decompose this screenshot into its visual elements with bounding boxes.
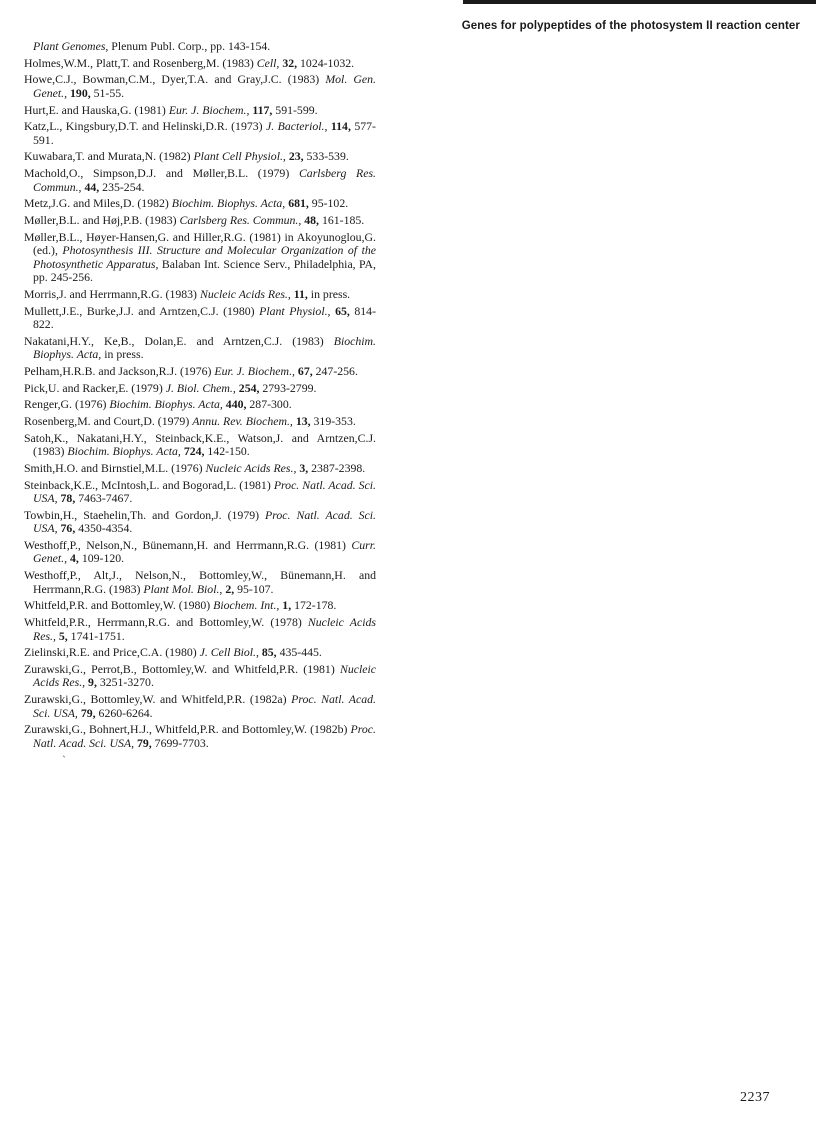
reference-journal: Annu. Rev. Biochem., — [192, 414, 293, 428]
reference-authors: Morris,J. and Herrmann,R.G. (1983) — [24, 286, 200, 301]
reference-pages: 7463-7467. — [75, 491, 133, 506]
reference-volume: 2, — [222, 581, 235, 596]
reference-pages: 2793-2799. — [259, 380, 317, 395]
reference-authors: Rosenberg,M. and Court,D. (1979) — [24, 414, 193, 428]
reference-authors: Kuwabara,T. and Murata,N. (1982) — [24, 149, 194, 164]
reference-entry — [24, 104, 376, 118]
reference-journal: Nucleic Acids Res., — [205, 460, 297, 475]
reference-journal: Biochim. Biophys. Acta, — [109, 397, 223, 412]
reference-journal: Mol. Gen. Genet., — [33, 72, 376, 100]
reference-entry — [24, 335, 376, 362]
reference-entry — [24, 288, 376, 302]
reference-journal: Carlsberg Res. Commun., — [33, 166, 376, 194]
reference-journal: J. Bacteriol., — [266, 119, 328, 134]
reference-volume: 190, — [67, 85, 91, 100]
reference-journal: Biochim. Biophys. Acta, — [67, 444, 181, 459]
reference-authors: Howe,C.J., Bowman,C.M., Dyer,T.A. and Gray,J.C. (1983) — [24, 72, 326, 87]
reference-journal: J. Cell Biol., — [199, 645, 259, 660]
reference-volume: 5, — [55, 628, 68, 643]
reference-entry — [24, 214, 376, 228]
reference-journal: Cell, — [256, 55, 280, 70]
reference-journal: Biochim. Biophys. Acta, — [171, 196, 286, 211]
reference-volume: 13, — [292, 414, 311, 428]
reference-journal: Carlsberg Res. Commun., — [179, 213, 302, 227]
reference-journal: Plant Mol. Biol., — [143, 581, 223, 596]
reference-volume: 117, — [249, 102, 273, 117]
reference-entry — [24, 693, 376, 720]
reference-journal: Eur. J. Biochem., — [168, 102, 250, 117]
reference-pages: 319-353. — [310, 414, 356, 428]
reference-entry — [24, 150, 376, 164]
reference-pages: 142-150. — [204, 444, 250, 459]
reference-authors: Whitfeld,P.R., Herrmann,R.G. and Bottomley,W. (1978) — [24, 615, 308, 629]
reference-pages: 591-599. — [272, 102, 318, 117]
reference-journal: Plant Physiol., — [259, 303, 331, 318]
reference-entry — [24, 432, 376, 459]
reference-journal: Curr. Genet., — [33, 537, 376, 566]
reference-pages: 577-591. — [33, 119, 376, 147]
reference-authors: Zurawski,G., Bottomley,W. and Whitfeld,P.R. (1982a) — [24, 692, 292, 707]
reference-journal: Proc. Natl. Acad. Sci. USA, — [33, 692, 376, 720]
reference-volume: 65, — [330, 303, 350, 318]
reference-pages: Plenum Publ. Corp., pp. 143-154. — [108, 39, 271, 53]
reference-pages: 6260-6264. — [95, 705, 153, 720]
reference-volume: 1, — [279, 598, 292, 613]
reference-authors: Katz,L., Kingsbury,D.T. and Helinski,D.R. (1973) — [24, 119, 267, 134]
reference-volume: 440, — [222, 397, 247, 412]
reference-journal: Proc. Natl. Acad. Sci. USA, — [33, 722, 376, 750]
reference-pages: 95-102. — [308, 196, 349, 211]
reference-pages: 172-178. — [291, 598, 337, 613]
reference-authors: Zielinski,R.E. and Price,C.A. (1980) — [24, 645, 200, 660]
reference-pages: 109-120. — [78, 551, 125, 566]
reference-volume: 44, — [81, 179, 100, 194]
reference-authors: Renger,G. (1976) — [24, 397, 110, 412]
reference-volume: 23, — [285, 149, 304, 164]
reference-pages: 2387-2398. — [308, 460, 366, 475]
reference-pages: 161-185. — [319, 213, 365, 227]
reference-pages: 814-822. — [33, 303, 377, 332]
reference-entry — [24, 723, 376, 750]
reference-pages: 1024-1032. — [297, 55, 355, 70]
reference-journal: Plant Cell Physiol., — [193, 149, 286, 164]
reference-pages: 4350-4354. — [75, 521, 133, 536]
reference-volume: 48, — [301, 213, 320, 227]
reference-pages: in press. — [101, 347, 144, 362]
reference-pages: 1741-1751. — [67, 628, 125, 643]
reference-authors: Smith,H.O. and Birnstiel,M.L. (1976) — [24, 460, 206, 475]
reference-volume: 85, — [258, 645, 277, 660]
header-rule — [463, 0, 816, 4]
reference-journal: Nucleic Acids Res., — [199, 286, 291, 301]
reference-pages: 3251-3270. — [96, 675, 154, 690]
reference-authors: Machold,O., Simpson,D.J. and Møller,B.L. (1979) — [24, 166, 299, 181]
reference-authors: Zurawski,G., Perrot,B., Bottomley,W. and Whitfeld,P.R. (1981) — [24, 661, 340, 676]
reference-entry — [24, 167, 376, 194]
reference-authors: Pick,U. and Racker,E. (1979) — [24, 380, 166, 395]
reference-authors: Satoh,K., Nakatani,H.Y., Steinback,K.E., Watson,J. and Arntzen,C.J. (1983) — [24, 430, 376, 459]
reference-volume: 681, — [285, 196, 309, 211]
reference-journal: Plant Genomes, — [33, 39, 109, 53]
reference-journal: Biochem. Int., — [213, 598, 280, 613]
reference-journal: Proc. Natl. Acad. Sci. USA, — [33, 477, 376, 506]
reference-entry — [24, 569, 376, 596]
reference-entry — [24, 462, 376, 476]
reference-entry — [24, 57, 376, 71]
reference-entry — [24, 365, 376, 379]
reference-authors: Westhoff,P., Nelson,N., Bünemann,H. and Herrmann,R.G. (1981) — [24, 537, 352, 552]
reference-pages: 287-300. — [246, 397, 292, 412]
reference-volume: 254, — [235, 380, 260, 395]
reference-entry — [24, 479, 376, 506]
reference-pages: in press. — [307, 286, 351, 301]
reference-authors: Møller,B.L. and Høj,P.B. (1983) — [24, 213, 180, 227]
reference-pages: 533-539. — [303, 149, 349, 164]
reference-entry — [24, 382, 376, 396]
reference-authors: Zurawski,G., Bohnert,H.J., Whitfeld,P.R. and Bottomley,W. (1982b) — [24, 722, 351, 737]
reference-pages: 7699-7703. — [151, 735, 209, 750]
reference-authors: Pelham,H.R.B. and Jackson,R.J. (1976) — [24, 363, 215, 378]
reference-pages: 51-55. — [90, 85, 125, 100]
reference-entry — [24, 398, 376, 412]
reference-authors: Westhoff,P., Alt,J., Nelson,N., Bottomley,W., Bünemann,H. and Herrmann,R.G. (1983) — [24, 568, 376, 596]
reference-authors: Steinback,K.E., McIntosh,L. and Bogorad,L. (1981) — [24, 477, 274, 492]
reference-authors: Hurt,E. and Hauska,G. (1981) — [24, 102, 169, 117]
reference-entry — [24, 197, 376, 211]
reference-authors: Metz,J.G. and Miles,D. (1982) — [24, 196, 172, 211]
reference-journal: J. Biol. Chem., — [165, 380, 236, 395]
reference-pages: 435-445. — [276, 645, 322, 660]
reference-list — [24, 40, 376, 753]
reference-entry — [24, 509, 376, 536]
reference-journal: Proc. Natl. Acad. Sci. USA, — [33, 507, 376, 536]
reference-volume: 79, — [134, 735, 152, 750]
reference-volume: 32, — [279, 55, 298, 70]
reference-entry — [24, 599, 376, 613]
reference-entry — [24, 73, 376, 100]
reference-entry — [24, 120, 376, 147]
reference-pages: 235-254. — [99, 179, 145, 194]
reference-entry — [24, 40, 376, 54]
reference-pages: 247-256. — [312, 363, 358, 378]
reference-entry — [24, 539, 376, 566]
reference-pages: Balaban Int. Science Serv., Philadelphia, PA, pp. 245-256. — [33, 256, 376, 285]
reference-journal: Photosynthesis III. Structure and Molecular Organization of the Photosynthetic Apparatus, — [33, 243, 376, 271]
running-head: Genes for polypeptides of the photosystem II reaction center — [461, 20, 800, 32]
reference-volume: 114, — [327, 119, 351, 134]
reference-authors: Møller,B.L., Høyer-Hansen,G. and Hiller,R.G. (1981) in Akoyunoglou,G. (ed.), — [24, 229, 376, 258]
reference-authors: Nakatani,H.Y., Ke,B., Dolan,E. and Arntzen,C.J. (1983) — [24, 333, 334, 348]
reference-authors: Whitfeld,P.R. and Bottomley,W. (1980) — [24, 598, 214, 613]
stray-mark: ` — [62, 753, 66, 767]
reference-authors: Holmes,W.M., Platt,T. and Rosenberg,M. (1983) — [24, 55, 257, 70]
reference-entry — [24, 415, 376, 429]
reference-journal: Nucleic Acids Res., — [33, 661, 376, 690]
reference-entry — [24, 231, 376, 285]
reference-entry — [24, 616, 376, 643]
reference-volume: 9, — [85, 675, 97, 690]
reference-entry — [24, 663, 376, 690]
reference-volume: 78, — [57, 491, 76, 506]
reference-journal: Eur. J. Biochem., — [214, 363, 295, 378]
reference-pages: 95-107. — [234, 581, 274, 596]
reference-volume: 79, — [77, 705, 96, 720]
page-number: 2237 — [740, 1090, 770, 1105]
reference-entry — [24, 305, 376, 332]
reference-volume: 4, — [67, 551, 79, 566]
reference-volume: 11, — [290, 286, 308, 301]
reference-volume: 724, — [180, 444, 205, 459]
reference-authors: Towbin,H., Staehelin,Th. and Gordon,J. (1979) — [24, 507, 266, 522]
reference-journal: Nucleic Acids Res., — [33, 615, 376, 643]
reference-volume: 76, — [57, 521, 76, 536]
reference-journal: Biochim. Biophys. Acta, — [33, 333, 376, 362]
reference-authors: Mullett,J.E., Burke,J.J. and Arntzen,C.J. (1980) — [24, 303, 260, 318]
reference-volume: 67, — [294, 363, 313, 378]
reference-entry — [24, 646, 376, 660]
reference-volume: 3, — [296, 460, 309, 475]
